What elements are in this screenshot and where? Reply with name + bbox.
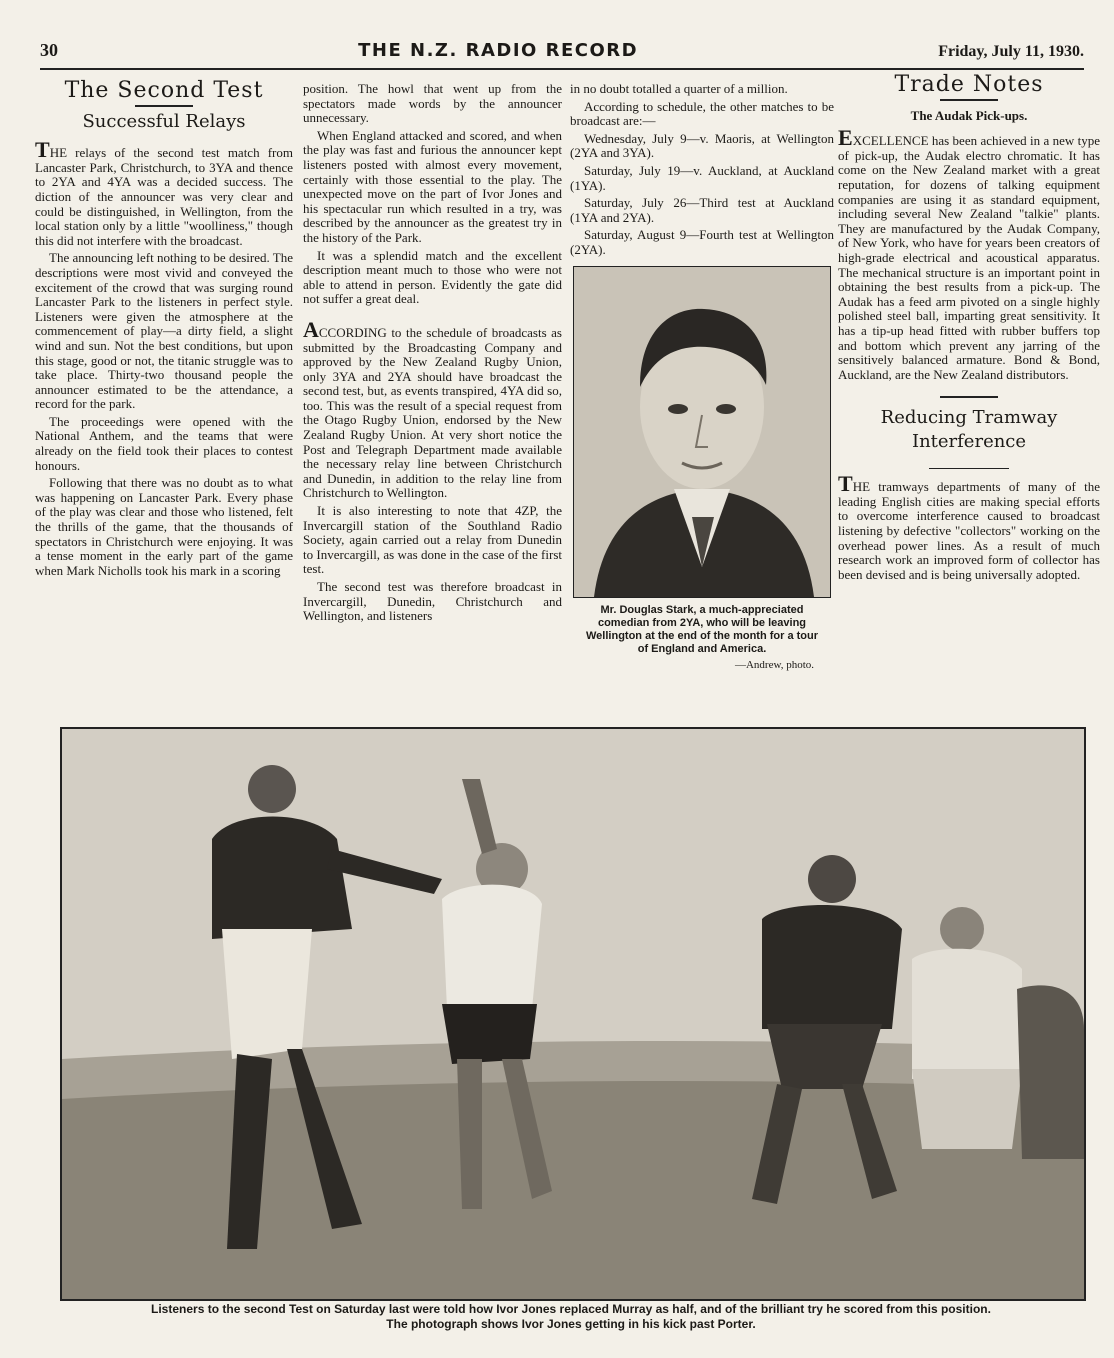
schedule-item: Wednesday, July 9—v. Maoris, at Wellington (2YA and 3YA). [570, 130, 834, 161]
rugby-match-photo [60, 727, 1086, 1301]
paragraph: position. The howl that went up from the spectators made words by the announcer unnecessary. [303, 81, 562, 126]
article-subhead: Successful Relays [82, 110, 246, 132]
divider [135, 105, 193, 107]
column-4 [838, 74, 1100, 585]
portrait-photo [573, 266, 831, 598]
column-1 [35, 80, 293, 581]
divider [929, 468, 1009, 469]
paragraph: It was a splendid match and the excellent description meant much to those who were not able to attend in person. Evidently the gate did not suffer a great deal. [303, 247, 562, 307]
page-number: 30 [40, 40, 58, 60]
paragraph: The proceedings were opened with the National Anthem, and the teams that were already on the field took their places to contest honours. [35, 413, 293, 473]
paragraph: EXCELLENCE has been achieved in a new type of pick-up, the Audak electro chromatic. It has come on the New Zealand market with a great reputation, for dozens of talking equipment companies are using it as standard equipment, including several New Zealand "talkie" plants. They are manufactured by the Audak Company, of New York, who have for years been creators of high-grade electrical and acoustical apparatus. The mechanical structure is an important point in obtaining the best results from a pick-up. The Audak has a feed arm pivoted on a single highly polished steel ball, imparting great sensitivity. It has a tip-up head fitted with rubber buffers top and bottom which prevent any jarring of the sensitively balanced armature. Bond & Bond, Auckland, are the New Zealand distributors. [838, 125, 1100, 382]
paragraph: It is also interesting to note that 4ZP, the Invercargill station of the Southland Radio Society, again carried out a relay from Dunedin to Invercargill, as was done in the case of the first test. [303, 503, 562, 577]
article-headline: The Second Test [64, 78, 264, 103]
paragraph: The announcing left nothing to be desired. The descriptions were most vivid and conveyed the excitement of the crowd that was surging round Lancaster Park to the listeners in perfect style. Listeners were given the atmosphere at the commencement of play—a dirty field, a slight wind and sun. Not the best conditions, but upon this stage, good or not, the titanic struggle was to take place. Thirty-two thousand people the announcer estimated to be the attendance, a record for the park. [35, 250, 293, 412]
divider [940, 99, 998, 101]
drop-cap: E [838, 125, 853, 151]
schedule-item: Saturday, July 26—Third test at Auckland (1YA and 2YA). [570, 195, 834, 225]
paragraph: THE tramways departments of many of the leading English cities are making special efforts to overcome interference caused to broadcast listening by defective "collectors" working on the overhead power lines. As a result of much research work an improved form of collector has been devised and is being universally adopted. [838, 471, 1100, 582]
portrait-caption: Mr. Douglas Stark, a much-appreciated comedian from 2YA, who will be leaving Wellington at the end of the month for a tour of England and America. [586, 603, 818, 655]
photo-credit: —Andrew, photo. [734, 658, 814, 671]
portrait-illustration [574, 267, 830, 597]
issue-date: Friday, July 11, 1930. [938, 43, 1084, 60]
tramway-headline: Reducing Tramway Interference [880, 407, 1058, 453]
publication-title: THE N.Z. RADIO RECORD [358, 40, 639, 61]
drop-cap: T [838, 471, 853, 497]
divider [940, 396, 998, 398]
rugby-photo-illustration [62, 729, 1084, 1299]
drop-cap: T [35, 137, 50, 163]
schedule-item: Saturday, July 19—v. Auckland, at Auckland (1YA). [570, 162, 834, 193]
paragraph: in no doubt totalled a quarter of a million. [570, 81, 788, 96]
rugby-photo-caption: Listeners to the second Test on Saturday last were told how Ivor Jones replaced Murray as half, and of the brilliant try he scored from this position. The photograph shows Ivor Jones getting in his kick past Porter. [151, 1302, 991, 1331]
column-3 [570, 82, 834, 672]
paragraph: When England attacked and scored, and when the play was fast and furious the announcer kept listeners posted with almost every movement, certainly with those essential to the play. The unexpected move on the part of Ivor Jones and his spectacular run which resulted in a try, was described by the announcer as the greatest try in the history of the Park. [303, 127, 562, 245]
paragraph: THE relays of the second test match from Lancaster Park, Christchurch, to 3YA and thence to 2YA and 4YA was a decided success. The diction of the announcer was very clear and could be distinguished, in Wellington, from the local station only by a little "woolliness," though this did not interfere with the broadcast. [35, 137, 293, 248]
paragraph: The second test was therefore broadcast in Invercargill, Dunedin, Christchurch and Wellington, and listeners [303, 579, 562, 624]
drop-cap: A [303, 316, 319, 342]
trade-notes-headline: Trade Notes [894, 72, 1044, 97]
paragraph: ACCORDING to the schedule of broadcasts as submitted by the Broadcasting Company and approved by the New Zealand Rugby Union, only 3YA and 2YA should have broadcast the second test, but, as events transpired, 4YA did so, too. This was the result of a special request from the Otago Rugby Union, endorsed by the New Zealand Rugby Union. At very short notice the Post and Telegraph Department made available the necessary relay line between Christchurch and Dunedin, in addition to the relay line from Christchurch to Wellington. [303, 316, 562, 501]
schedule-item: Saturday, August 9—Fourth test at Wellington (2YA). [570, 227, 834, 257]
masthead [40, 40, 1084, 70]
column-2 [303, 82, 562, 627]
paragraph: According to schedule, the other matches to be broadcast are:— [570, 98, 834, 129]
paragraph: Following that there was no doubt as to what was happening on Lancaster Park. Every phase of the play was clear and those who listened, felt the thrills of the game, that the thousands of spectators in Christchurch were enjoying. It was a tense moment in the early part of the game when Mark Nicholls took his mark in a scoring [35, 475, 293, 578]
trade-notes-subhead: The Audak Pick-ups. [910, 107, 1028, 123]
